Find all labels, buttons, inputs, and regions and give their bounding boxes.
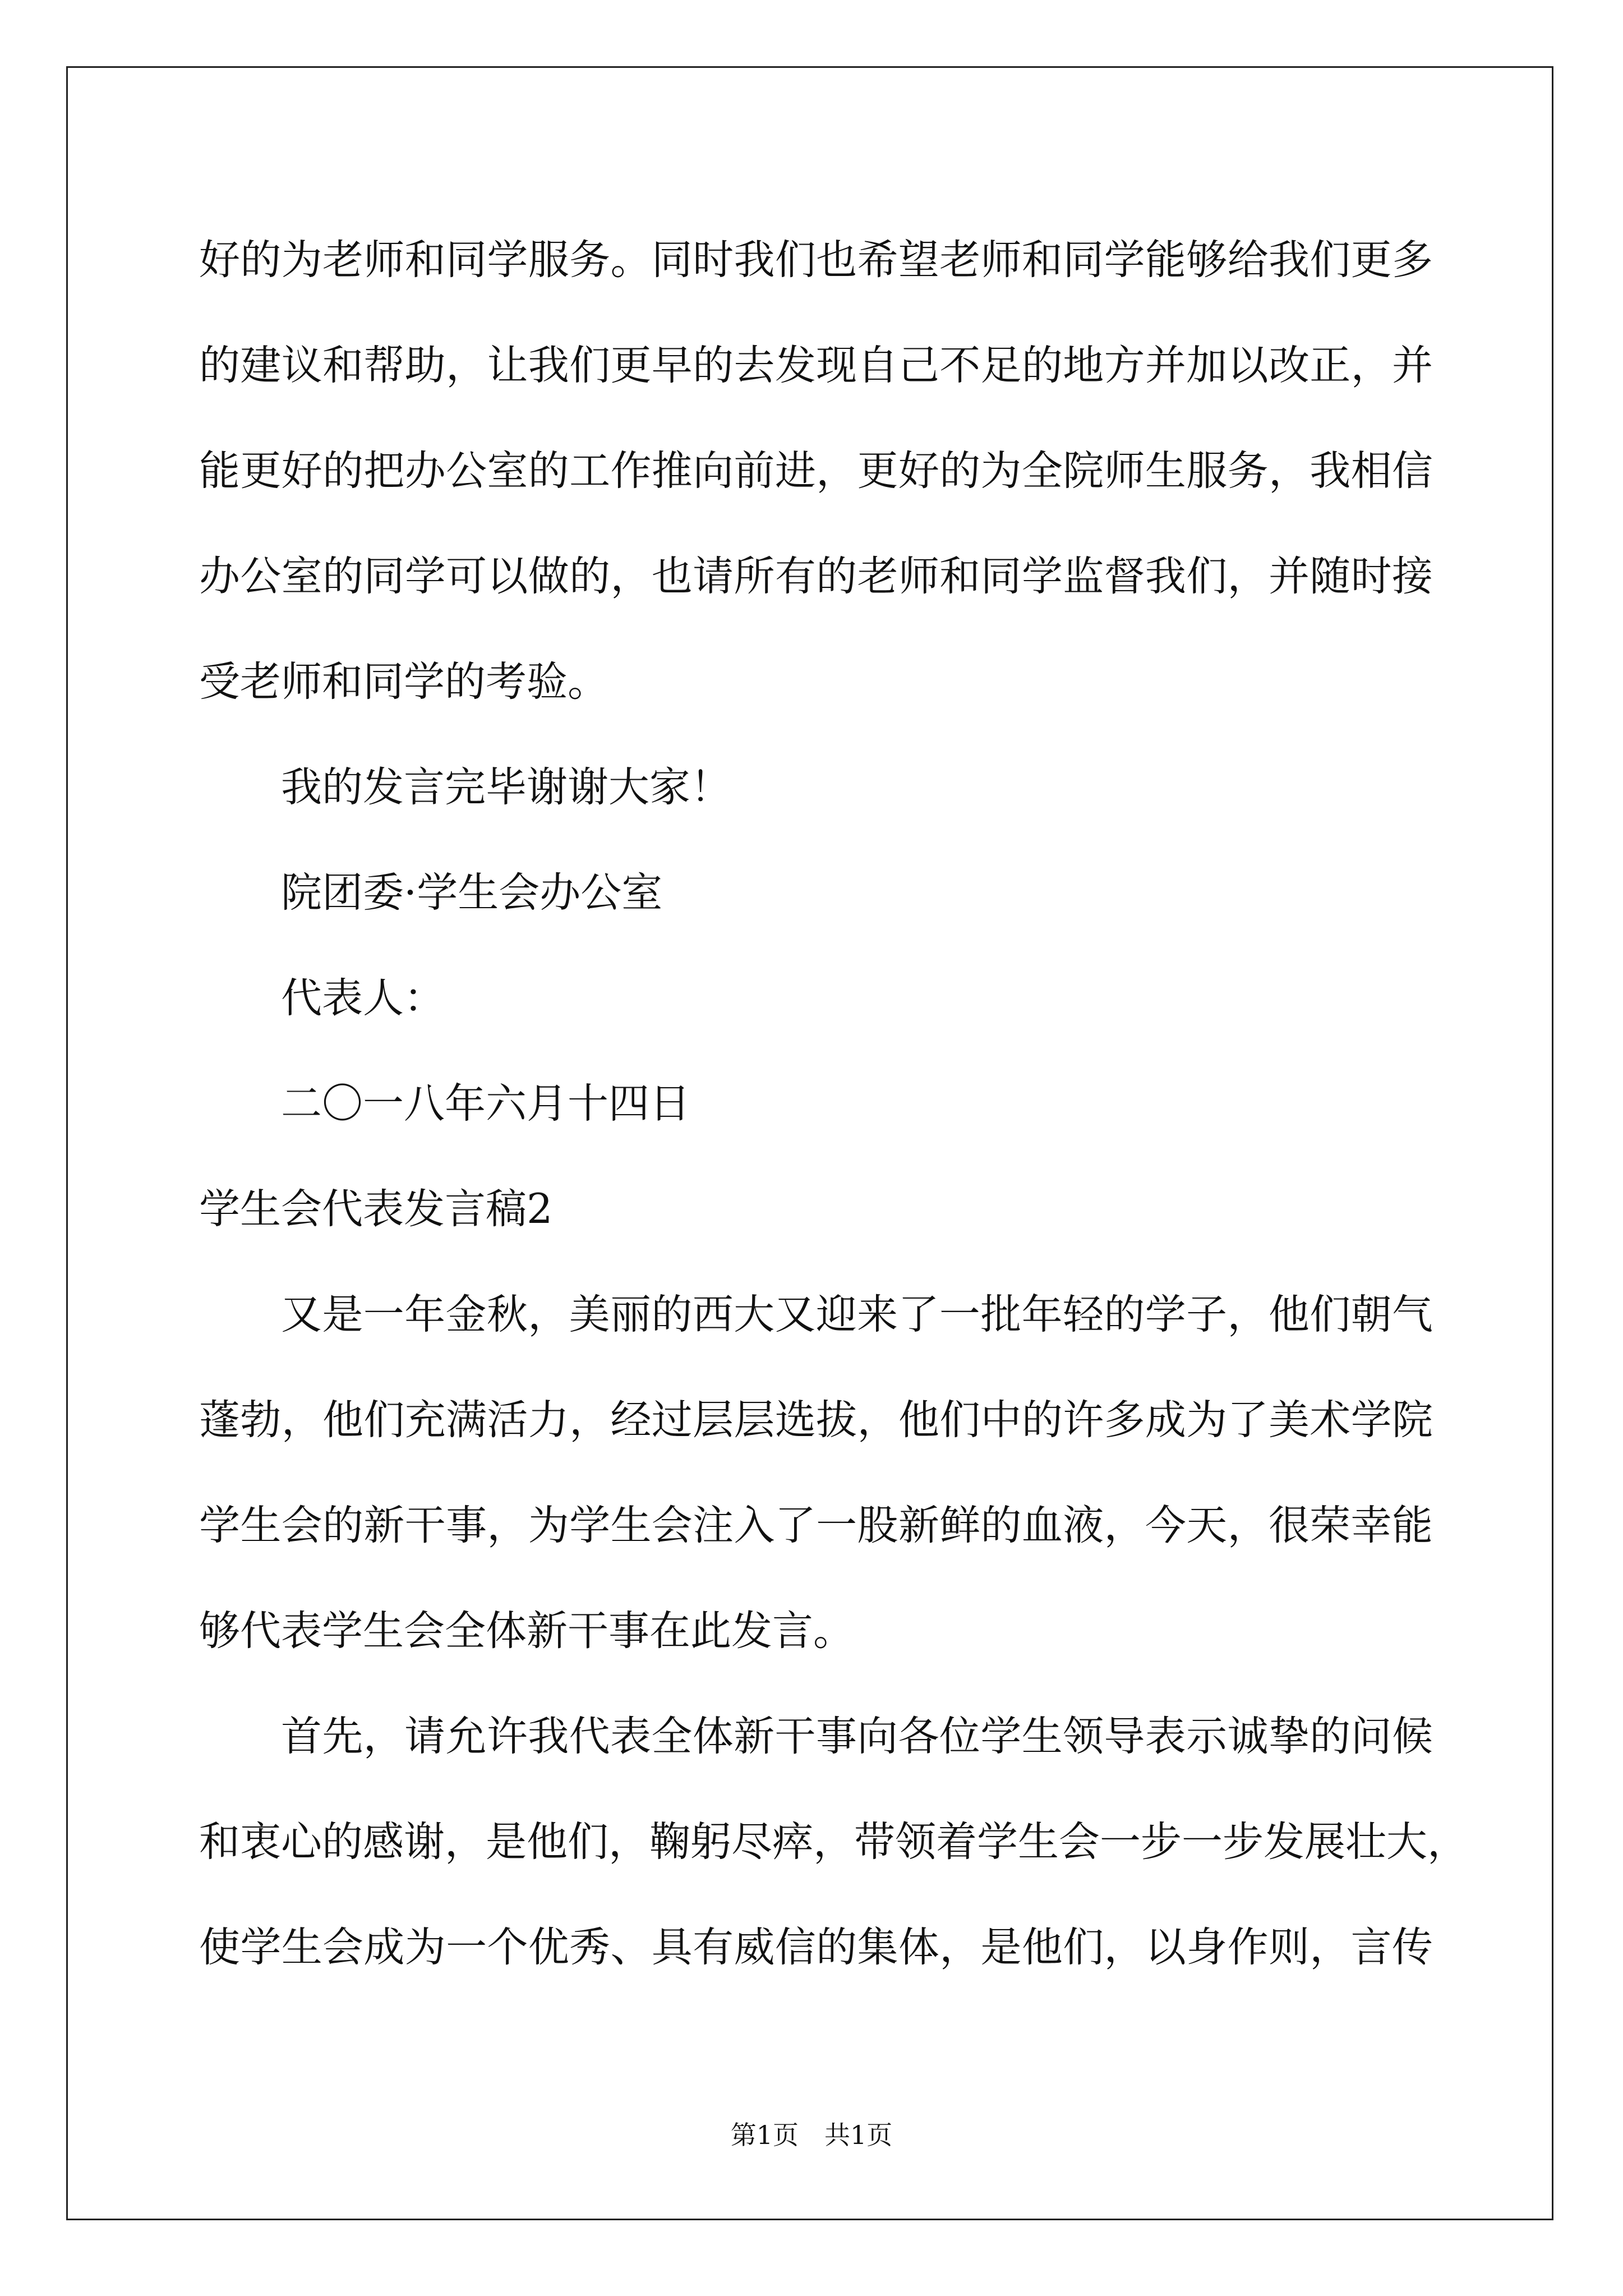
- signature-representative: 代表人：: [281, 974, 445, 1022]
- text-line: 好的为老师和同学服务。同时我们也希望老师和同学能够给我们更多: [199, 236, 1433, 284]
- section-title: 学生会代表发言稿2: [199, 1185, 553, 1233]
- text-line: 学生会的新干事，为学生会注入了一股新鲜的血液，今天，很荣幸能: [199, 1502, 1433, 1549]
- document-body: [199, 208, 1468, 2000]
- text-line: 蓬勃，他们充满活力，经过层层选拔，他们中的许多成为了美术学院: [199, 1396, 1433, 1444]
- text-line: 的建议和帮助，让我们更早的去发现自己不足的地方并加以改正，并: [199, 342, 1433, 389]
- text-line: 办公室的同学可以做的，也请所有的老师和同学监督我们，并随时接: [199, 553, 1433, 600]
- signature-date: 二〇一八年六月十四日: [281, 1080, 690, 1128]
- text-line: 够代表学生会全体新干事在此发言。: [199, 1607, 854, 1655]
- signature-org: 院团委·学生会办公室: [281, 869, 663, 917]
- page-footer: 第1页 共1页: [730, 2120, 893, 2150]
- text-line: 和衷心的感谢，是他们，鞠躬尽瘁，带领着学生会一步一步发展壮大，: [199, 1818, 1468, 1866]
- text-line: 使学生会成为一个优秀、具有威信的集体，是他们，以身作则，言传: [199, 1924, 1433, 1971]
- text-line: 首先，请允许我代表全体新干事向各位学生领导表示诚挚的问候: [281, 1713, 1433, 1760]
- text-line: 受老师和同学的考验。: [199, 658, 608, 706]
- text-line: 能更好的把办公室的工作推向前进，更好的为全院师生服务，我相信: [199, 447, 1433, 495]
- closing-line: 我的发言完毕谢谢大家！: [281, 763, 731, 811]
- text-line: 又是一年金秋，美丽的西大又迎来了一批年轻的学子，他们朝气: [281, 1291, 1433, 1338]
